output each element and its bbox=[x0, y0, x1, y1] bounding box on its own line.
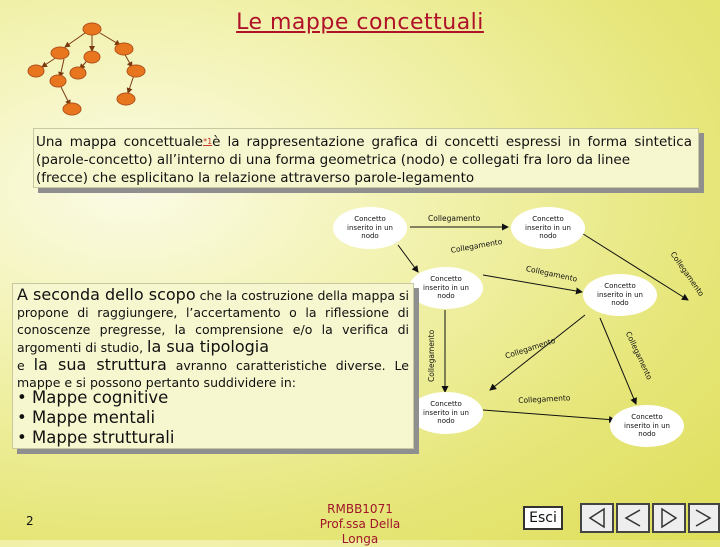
scope-mid: e bbox=[17, 358, 25, 373]
node-label: Concetto inserito in un nodo bbox=[597, 282, 643, 308]
concept-node-1 bbox=[333, 207, 407, 249]
definition-line3: (frecce) che esplicitano la relazione attraverso parole-legamento bbox=[36, 170, 475, 186]
concept-node-3 bbox=[409, 267, 483, 309]
concept-node-6 bbox=[610, 405, 684, 447]
concept-node-2 bbox=[511, 207, 585, 249]
link-label-2: Collegamento bbox=[450, 236, 503, 255]
prev-slide-button[interactable] bbox=[616, 503, 650, 533]
next-slide-button[interactable] bbox=[652, 503, 686, 533]
concept-node-5 bbox=[409, 392, 483, 434]
slide-title: Le mappe concettuali bbox=[236, 10, 484, 35]
rewind-icon bbox=[582, 505, 612, 531]
node-label: Concetto inserito in un nodo bbox=[347, 215, 393, 241]
scope-panel bbox=[12, 283, 414, 449]
back-arrow-icon bbox=[618, 505, 648, 531]
link-label-8: Collegamento bbox=[518, 393, 571, 405]
footer-credit bbox=[300, 502, 420, 547]
scope-end: avranno caratteristiche diverse. Le mappe e si possono pertanto suddividere in: bbox=[17, 358, 409, 390]
scope-intro-big: A seconda dello scopo bbox=[17, 285, 196, 304]
scope-big2: la sua tipologia bbox=[147, 337, 270, 356]
last-slide-button[interactable] bbox=[688, 503, 720, 533]
link-label-1: Collegamento bbox=[428, 214, 481, 223]
link-label-3: Collegamento bbox=[525, 264, 579, 284]
link-label-5: Collegamento bbox=[504, 335, 557, 361]
type-cognitive: • Mappe cognitive bbox=[17, 388, 169, 407]
scope-big3: la sua struttura bbox=[33, 355, 167, 374]
type-mental: • Mappe mentali bbox=[17, 408, 156, 427]
node-label: Concetto inserito in un nodo bbox=[423, 275, 469, 301]
definition-line1a: Una mappa concettuale bbox=[36, 134, 204, 150]
concept-node-4 bbox=[583, 274, 657, 316]
play-icon bbox=[654, 505, 684, 531]
node-label: Concetto inserito in un nodo bbox=[525, 215, 571, 241]
first-slide-button[interactable] bbox=[580, 503, 614, 533]
definition-line2: (parole-concetto) all’interno di una forma geometrica (nodo) e collegati fra loro da linee bbox=[36, 152, 631, 168]
type-structural: • Mappe strutturali bbox=[17, 428, 175, 447]
footer-code-text: RMBB1071 bbox=[327, 502, 393, 516]
link-label-4: Collegamento bbox=[668, 250, 706, 298]
footnote-ref[interactable]: *1 bbox=[203, 137, 213, 146]
footer-author: Prof.ssa Della Longa bbox=[319, 517, 401, 546]
node-label: Concetto inserito in un nodo bbox=[624, 413, 670, 439]
node-label: Concetto inserito in un nodo bbox=[423, 400, 469, 426]
map-types-list bbox=[17, 388, 174, 448]
exit-button[interactable]: Esci bbox=[523, 506, 563, 530]
scope-text bbox=[17, 286, 409, 391]
scope-intro-rest: che la costruzione della mappa si propone di raggiungere, l’accertamento o la riflessione di conoscenze pregresse, la comprensione e/o la verifica di argomenti di studio, bbox=[17, 288, 409, 355]
page-number: 2 bbox=[26, 514, 34, 528]
link-label-7: Collegamento bbox=[427, 329, 436, 382]
forward-arrow-icon bbox=[690, 505, 718, 531]
definition-line1b: è la rappresentazione grafica di concetti espressi in forma sintetica bbox=[212, 134, 692, 150]
link-label-6: Collegamento bbox=[623, 330, 655, 382]
